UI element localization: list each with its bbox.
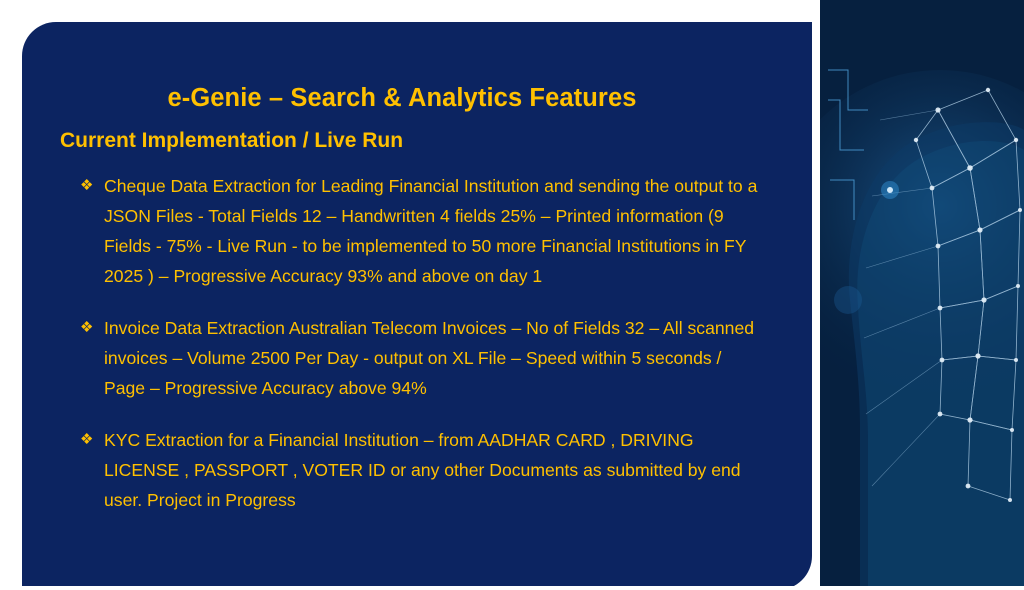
- list-item-text: Cheque Data Extraction for Leading Financial Institution and sending the output to a JSON Files - Total Fields 12 – Handwritten 4 fields 25% – Printed information (9 Fields - 75% - Live Run - to be implemented to 50 more Financial Institutions in FY 2025 ) – Progressive Accuracy 93% and above on day 1: [104, 176, 758, 286]
- list-item-text: KYC Extraction for a Financial Institution – from AADHAR CARD , DRIVING LICENSE , PASSPORT , VOTER ID or any other Documents as submitted by end user. Project in Progress: [104, 430, 741, 510]
- page-bottom-strip: [0, 586, 1024, 590]
- bullet-marker-icon: ❖: [80, 319, 94, 336]
- list-item-text: Invoice Data Extraction Australian Telecom Invoices – No of Fields 32 – All scanned invoices – Volume 2500 Per Day - output on XL File – Speed within 5 seconds / Page – Progressive Accuracy above 94%: [104, 318, 755, 398]
- bullet-marker-icon: ❖: [80, 431, 94, 448]
- bullet-list: [22, 153, 812, 515]
- section-subtitle: Current Implementation / Live Run: [60, 129, 404, 152]
- bullet-marker-icon: ❖: [80, 177, 94, 194]
- list-item: [22, 313, 812, 403]
- ai-head-network-artwork: [820, 0, 1024, 590]
- list-item: [22, 171, 812, 291]
- content-card: [22, 22, 812, 590]
- page-title: e-Genie – Search & Analytics Features: [167, 84, 637, 112]
- list-item: [22, 425, 812, 515]
